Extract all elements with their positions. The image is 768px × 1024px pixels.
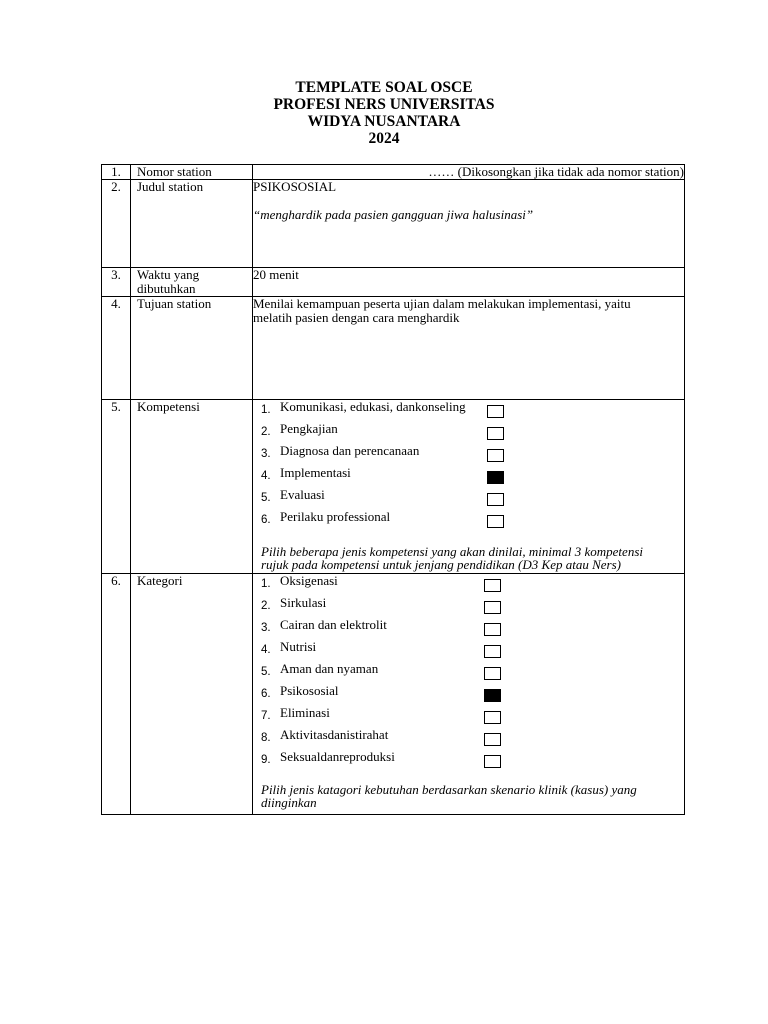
row-number: 3. bbox=[102, 268, 131, 297]
category-checkbox[interactable] bbox=[484, 579, 501, 592]
category-item-number: 5. bbox=[261, 666, 271, 678]
row-station-goal bbox=[102, 297, 685, 400]
competency-item-label: Diagnosa dan perencanaan bbox=[280, 443, 420, 458]
competency-list bbox=[253, 400, 684, 532]
competency-item bbox=[253, 444, 684, 466]
category-item-number: 1. bbox=[261, 578, 271, 590]
competency-item-number: 3. bbox=[261, 448, 271, 460]
station-goal-line: melatih pasien dengan cara menghardik bbox=[253, 310, 460, 325]
category-item bbox=[253, 706, 684, 728]
row-label: Kategori bbox=[131, 574, 253, 815]
category-checkbox[interactable] bbox=[484, 623, 501, 636]
row-label: Nomor station bbox=[131, 165, 253, 180]
row-time-needed bbox=[102, 268, 685, 297]
row-number: 5. bbox=[102, 400, 131, 574]
competency-checkbox[interactable] bbox=[487, 427, 504, 440]
row-number: 6. bbox=[102, 574, 131, 815]
time-needed-value: 20 menit bbox=[253, 268, 685, 297]
category-item-label: Cairan dan elektrolit bbox=[280, 617, 387, 632]
category-item-label: Aktivitasdanistirahat bbox=[280, 727, 389, 742]
competency-note-line: Pilih beberapa jenis kompetensi yang akan dinilai, minimal 3 kompetensi bbox=[261, 544, 643, 559]
competency-item-label: Perilaku professional bbox=[280, 509, 391, 524]
category-item-number: 9. bbox=[261, 754, 271, 766]
competency-item bbox=[253, 422, 684, 444]
competency-item-label: Implementasi bbox=[280, 465, 351, 480]
competency-item-number: 4. bbox=[261, 470, 271, 482]
competency-item-label: Pengkajian bbox=[280, 421, 338, 436]
category-item-number: 4. bbox=[261, 644, 271, 656]
category-item-label: Sirkulasi bbox=[280, 595, 327, 610]
category-item-number: 6. bbox=[261, 688, 271, 700]
row-label: Judul station bbox=[131, 180, 253, 268]
category-item bbox=[253, 684, 684, 706]
row-station-title bbox=[102, 180, 685, 268]
category-checkbox[interactable] bbox=[484, 667, 501, 680]
competency-checkbox[interactable] bbox=[487, 515, 504, 528]
category-item-number: 2. bbox=[261, 600, 271, 612]
category-checkbox[interactable] bbox=[484, 711, 501, 724]
category-item-label: Seksualdanreproduksi bbox=[280, 749, 395, 764]
category-item-label: Nutrisi bbox=[280, 639, 317, 654]
station-goal-line: Menilai kemampuan peserta ujian dalam melakukan implementasi, yaitu bbox=[253, 296, 631, 311]
osce-form-table bbox=[101, 164, 685, 815]
row-competency bbox=[102, 400, 685, 574]
category-checkbox[interactable] bbox=[484, 755, 501, 768]
document-header bbox=[0, 79, 768, 147]
category-item bbox=[253, 750, 684, 772]
row-label: Kompetensi bbox=[131, 400, 253, 574]
header-title: TEMPLATE SOAL OSCE bbox=[295, 79, 473, 96]
category-item-number: 3. bbox=[261, 622, 271, 634]
category-item bbox=[253, 574, 684, 596]
category-list bbox=[253, 574, 684, 772]
station-title-value: PSIKOSOSIAL bbox=[253, 179, 337, 194]
competency-item-number: 6. bbox=[261, 514, 271, 526]
category-item bbox=[253, 640, 684, 662]
category-checkbox[interactable] bbox=[484, 601, 501, 614]
competency-checkbox[interactable] bbox=[487, 449, 504, 462]
header-year: 2024 bbox=[368, 130, 400, 147]
category-checkbox[interactable] bbox=[484, 689, 501, 702]
station-number-value: …… (Dikosongkan jika tidak ada nomor station) bbox=[253, 165, 685, 180]
category-item bbox=[253, 728, 684, 750]
row-station-number bbox=[102, 165, 685, 180]
category-note-line: diinginkan bbox=[261, 794, 317, 810]
competency-item bbox=[253, 400, 684, 422]
category-note-line: Pilih jenis katagori kebutuhan berdasarkan skenario klinik (kasus) yang bbox=[261, 782, 637, 797]
category-item-label: Psikososial bbox=[280, 683, 339, 698]
category-item bbox=[253, 596, 684, 618]
category-checkbox[interactable] bbox=[484, 645, 501, 658]
row-label-line: Waktu yang bbox=[137, 267, 200, 282]
category-item-number: 7. bbox=[261, 710, 271, 722]
header-program: PROFESI NERS UNIVERSITAS bbox=[273, 96, 495, 113]
category-item bbox=[253, 662, 684, 684]
competency-item bbox=[253, 510, 684, 532]
competency-item-number: 1. bbox=[261, 404, 271, 416]
competency-checkbox[interactable] bbox=[487, 493, 504, 506]
competency-note-line: rujuk pada kompetensi untuk jenjang pendidikan (D3 Kep atau Ners) bbox=[261, 556, 621, 572]
competency-item bbox=[253, 466, 684, 488]
category-item-label: Eliminasi bbox=[280, 705, 330, 720]
competency-checkbox[interactable] bbox=[487, 405, 504, 418]
category-checkbox[interactable] bbox=[484, 733, 501, 746]
category-item-label: Oksigenasi bbox=[280, 573, 338, 588]
row-category bbox=[102, 574, 685, 815]
competency-item-number: 5. bbox=[261, 492, 271, 504]
competency-item bbox=[253, 488, 684, 510]
row-number: 1. bbox=[102, 165, 131, 180]
row-number: 4. bbox=[102, 297, 131, 400]
row-number: 2. bbox=[102, 180, 131, 268]
row-label-line: dibutuhkan bbox=[137, 281, 196, 296]
competency-item-label: Evaluasi bbox=[280, 487, 325, 502]
category-item-label: Aman dan nyaman bbox=[280, 661, 379, 676]
category-item bbox=[253, 618, 684, 640]
competency-item-label: Komunikasi, edukasi, dankonseling bbox=[280, 399, 466, 414]
header-university: WIDYA NUSANTARA bbox=[307, 113, 461, 130]
station-subtitle: “menghardik pada pasien gangguan jiwa halusinasi” bbox=[253, 207, 534, 222]
row-label: Tujuan station bbox=[131, 297, 253, 400]
competency-checkbox[interactable] bbox=[487, 471, 504, 484]
competency-item-number: 2. bbox=[261, 426, 271, 438]
category-item-number: 8. bbox=[261, 732, 271, 744]
